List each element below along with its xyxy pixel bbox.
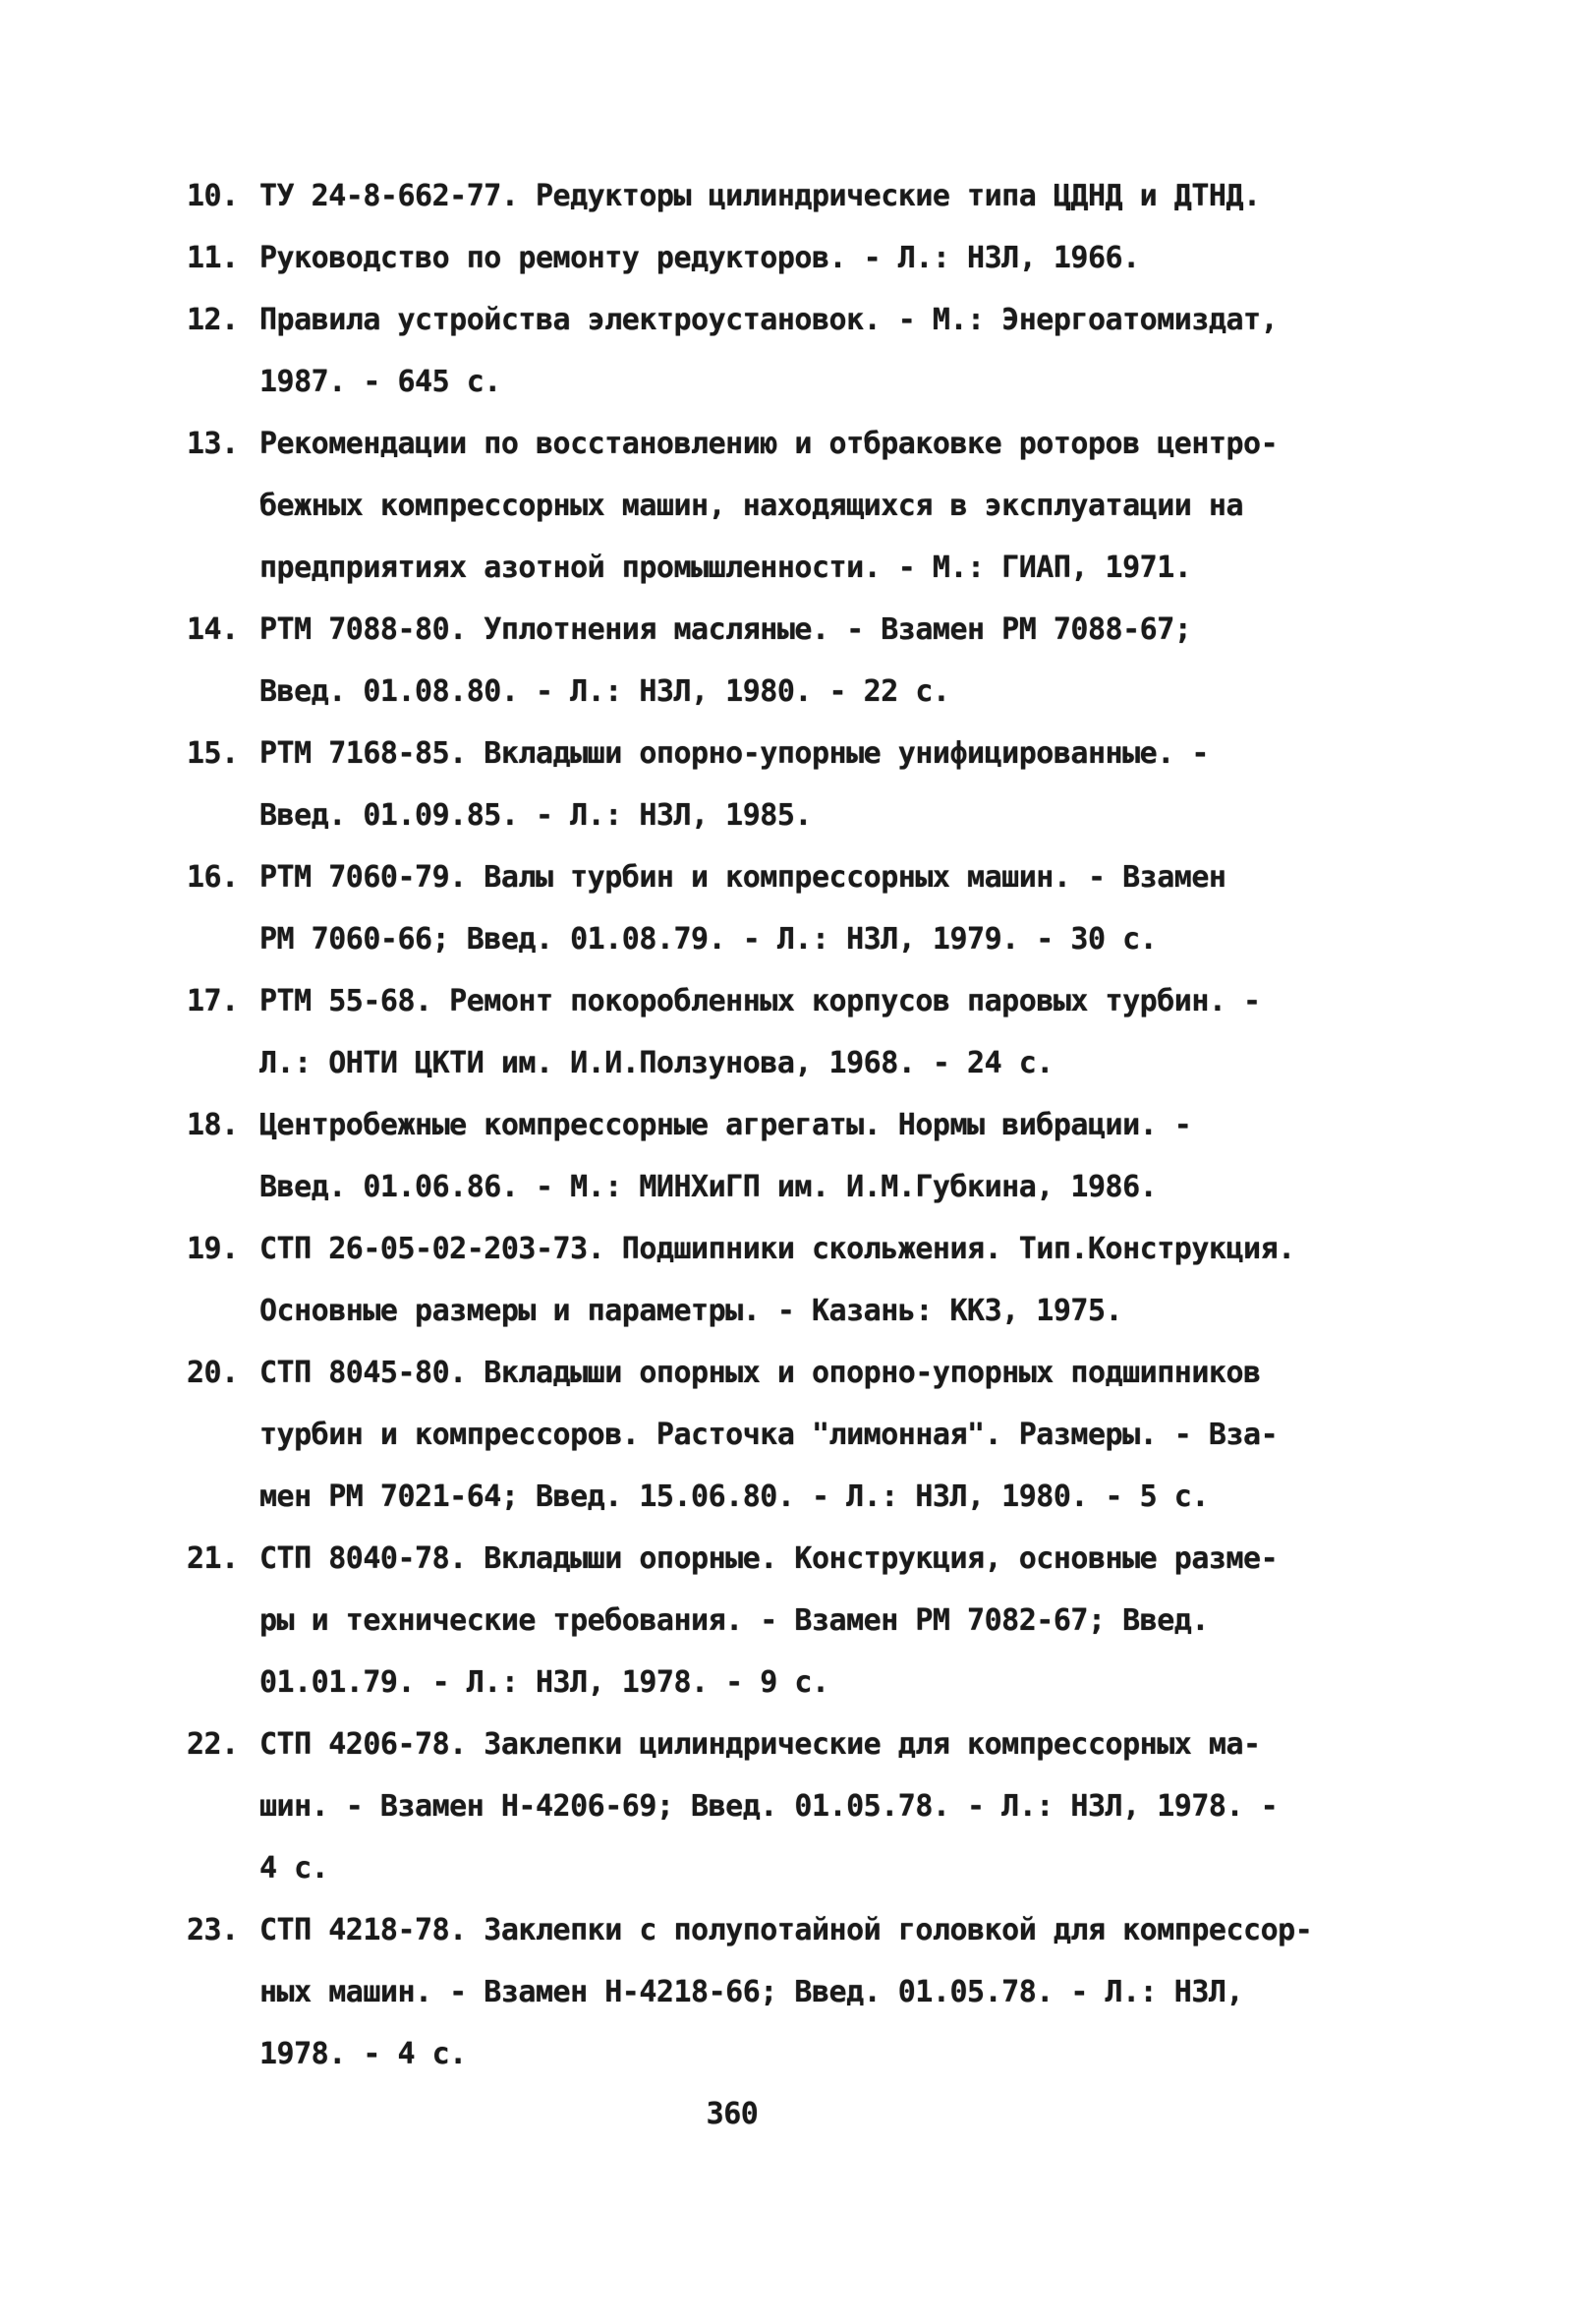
reference-text-line: бежных компрессорных машин, находящихся в эксплуатации на: [259, 489, 1244, 523]
reference-number: 18.: [187, 1108, 239, 1142]
reference-item: [187, 1713, 1470, 1899]
reference-list: [187, 165, 1470, 2085]
reference-item: [187, 723, 1470, 846]
reference-number: 22.: [187, 1727, 239, 1762]
reference-text-line: РТМ 7168-85. Вкладыши опорно-упорные унифицированные. -: [259, 736, 1209, 771]
reference-text-line: Введ. 01.08.80. - Л.: НЗЛ, 1980. - 22 с.: [259, 674, 950, 709]
reference-item: [187, 1218, 1470, 1342]
reference-item: [187, 289, 1470, 413]
reference-text-line: ры и технические требования. - Взамен РМ 7082-67; Введ.: [259, 1603, 1209, 1638]
reference-item: [187, 1899, 1470, 2085]
reference-item: [187, 227, 1470, 289]
reference-text-line: турбин и компрессоров. Расточка "лимонная". Размеры. - Вза-: [259, 1418, 1279, 1452]
reference-text-line: Руководство по ремонту редукторов. - Л.: НЗЛ, 1966.: [259, 241, 1140, 275]
reference-text-line: РТМ 7060-79. Валы турбин и компрессорных машин. - Взамен: [259, 860, 1226, 895]
reference-text-line: РТМ 55-68. Ремонт покоробленных корпусов паровых турбин. -: [259, 984, 1261, 1018]
reference-number: 10.: [187, 179, 239, 213]
reference-text-line: Правила устройства электроустановок. - М.: Энергоатомиздат,: [259, 303, 1279, 337]
reference-text-line: Рекомендации по восстановлению и отбраковке роторов центро-: [259, 427, 1279, 461]
reference-text-line: Введ. 01.06.86. - М.: МИНХиГП им. И.М.Губкина, 1986.: [259, 1170, 1158, 1204]
reference-text-line: 1978. - 4 с.: [259, 2037, 467, 2071]
reference-text-line: СТП 8040-78. Вкладыши опорные. Конструкция, основные разме-: [259, 1541, 1279, 1576]
reference-number: 21.: [187, 1541, 239, 1576]
reference-number: 17.: [187, 984, 239, 1018]
reference-text-line: СТП 26-05-02-203-73. Подшипники скольжения. Тип.Конструкция.: [259, 1232, 1295, 1266]
reference-text-line: 4 с.: [259, 1851, 329, 1886]
reference-text-line: Центробежные компрессорные агрегаты. Нормы вибрации. -: [259, 1108, 1192, 1142]
page-number: 360: [706, 2097, 759, 2131]
reference-number: 15.: [187, 736, 239, 771]
reference-number: 19.: [187, 1232, 239, 1266]
reference-text-line: Л.: ОНТИ ЦКТИ им. И.И.Ползунова, 1968. - 24 с.: [259, 1046, 1054, 1080]
reference-number: 12.: [187, 303, 239, 337]
reference-text-line: 1987. - 645 с.: [259, 365, 501, 399]
reference-text-line: РТМ 7088-80. Уплотнения масляные. - Взамен РМ 7088-67;: [259, 612, 1192, 647]
reference-text-line: СТП 4206-78. Заклепки цилиндрические для компрессорных ма-: [259, 1727, 1261, 1762]
reference-item: [187, 1528, 1470, 1713]
reference-text-line: СТП 4218-78. Заклепки с полупотайной головкой для компрессор-: [259, 1913, 1313, 1947]
reference-text-line: Введ. 01.09.85. - Л.: НЗЛ, 1985.: [259, 798, 812, 833]
reference-item: [187, 1094, 1470, 1218]
reference-text-line: Основные размеры и параметры. - Казань: ККЗ, 1975.: [259, 1294, 1123, 1328]
reference-text-line: ТУ 24-8-662-77. Редукторы цилиндрические типа ЦДНД и ДТНД.: [259, 179, 1261, 213]
reference-text-line: мен РМ 7021-64; Введ. 15.06.80. - Л.: НЗЛ, 1980. - 5 с.: [259, 1480, 1209, 1514]
reference-text-line: предприятиях азотной промышленности. - М.: ГИАП, 1971.: [259, 551, 1192, 585]
reference-text-line: РМ 7060-66; Введ. 01.08.79. - Л.: НЗЛ, 1979. - 30 с.: [259, 922, 1158, 957]
reference-number: 20.: [187, 1356, 239, 1390]
reference-item: [187, 846, 1470, 970]
reference-number: 11.: [187, 241, 239, 275]
reference-number: 16.: [187, 860, 239, 895]
reference-number: 23.: [187, 1913, 239, 1947]
reference-text-line: ных машин. - Взамен Н-4218-66; Введ. 01.05.78. - Л.: НЗЛ,: [259, 1975, 1244, 2009]
reference-item: [187, 599, 1470, 723]
reference-number: 13.: [187, 427, 239, 461]
reference-text-line: 01.01.79. - Л.: НЗЛ, 1978. - 9 с.: [259, 1665, 829, 1700]
reference-text-line: шин. - Взамен Н-4206-69; Введ. 01.05.78. - Л.: НЗЛ, 1978. -: [259, 1789, 1279, 1824]
reference-number: 14.: [187, 612, 239, 647]
reference-text-line: СТП 8045-80. Вкладыши опорных и опорно-упорных подшипников: [259, 1356, 1261, 1390]
reference-item: [187, 165, 1470, 227]
reference-item: [187, 1342, 1470, 1528]
reference-item: [187, 970, 1470, 1094]
reference-item: [187, 413, 1470, 599]
